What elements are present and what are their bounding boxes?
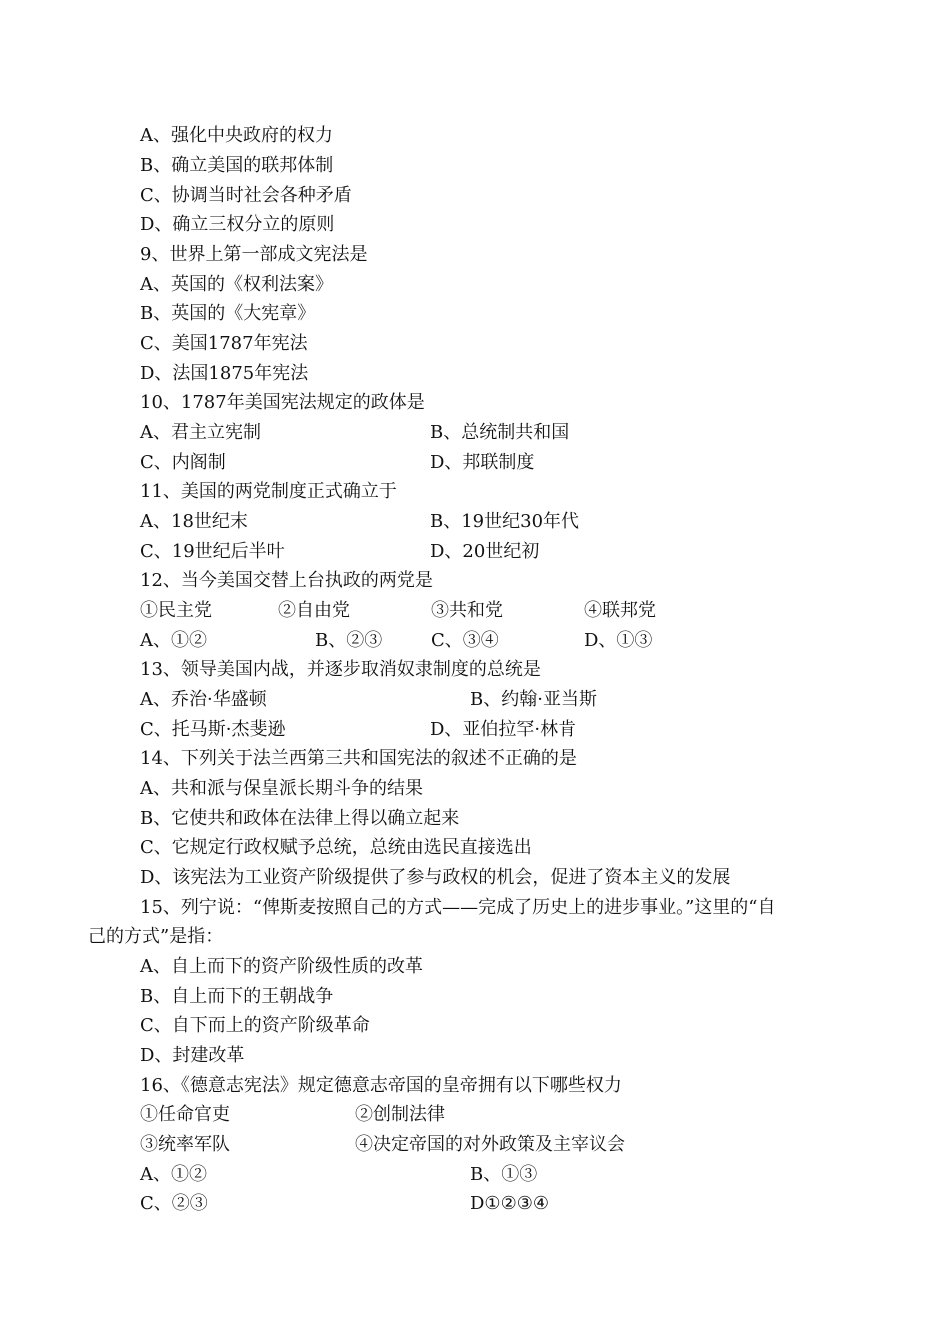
q12-option-d: D、①③ xyxy=(584,630,653,651)
q14-stem: 14、下列关于法兰西第三共和国宪法的叙述不正确的是 xyxy=(140,748,577,769)
q12-stem: 12、当今美国交替上台执政的两党是 xyxy=(140,570,433,591)
q11-option-b: B、19世纪30年代 xyxy=(430,511,580,532)
q13-option-b: B、约翰·亚当斯 xyxy=(470,689,597,710)
q10-option-b: B、总统制共和国 xyxy=(430,422,570,443)
q12-item-3: ③共和党 xyxy=(431,600,503,621)
q14-option-b: B、它使共和政体在法律上得以确立起来 xyxy=(140,808,460,829)
q16-item-3: ③统率军队 xyxy=(140,1134,230,1155)
q8-option-a: A、强化中央政府的权力 xyxy=(140,125,333,146)
q11-option-c: C、19世纪后半叶 xyxy=(140,541,285,562)
q14-option-d: D、该宪法为工业资产阶级提供了参与政权的机会，促进了资本主义的发展 xyxy=(140,867,731,888)
q11-option-a: A、18世纪末 xyxy=(140,511,248,532)
q15-stem-line1: 15、列宁说：“俾斯麦按照自己的方式——完成了历史上的进步事业。”这里的“自 xyxy=(140,897,776,918)
q15-option-d: D、封建改革 xyxy=(140,1045,245,1066)
q10-option-a: A、君主立宪制 xyxy=(140,422,261,443)
q8-option-b: B、确立美国的联邦体制 xyxy=(140,155,334,176)
q10-stem: 10、1787年美国宪法规定的政体是 xyxy=(140,392,425,413)
q10-option-c: C、内阁制 xyxy=(140,452,226,473)
q8-option-c: C、协调当时社会各种矛盾 xyxy=(140,185,352,206)
q13-option-a: A、乔治·华盛顿 xyxy=(140,689,267,710)
q16-item-4: ④决定帝国的对外政策及主宰议会 xyxy=(355,1134,625,1155)
q15-option-c: C、自下而上的资产阶级革命 xyxy=(140,1015,370,1036)
q15-stem-line2: 己的方式”是指： xyxy=(88,926,224,947)
q13-option-c: C、托马斯·杰斐逊 xyxy=(140,719,286,740)
q13-stem: 13、领导美国内战，并逐步取消奴隶制度的总统是 xyxy=(140,659,541,680)
q16-stem: 16、《德意志宪法》规定德意志帝国的皇帝拥有以下哪些权力 xyxy=(140,1075,622,1096)
q14-option-c: C、它规定行政权赋予总统，总统由选民直接选出 xyxy=(140,837,532,858)
q16-item-1: ①任命官吏 xyxy=(140,1104,230,1125)
q11-option-d: D、20世纪初 xyxy=(430,541,540,562)
q15-option-a: A、自上而下的资产阶级性质的改革 xyxy=(140,956,423,977)
q16-option-a: A、①② xyxy=(140,1164,207,1185)
q12-option-a: A、①② xyxy=(140,630,207,651)
q12-option-c: C、③④ xyxy=(431,630,499,651)
q15-option-b: B、自上而下的王朝战争 xyxy=(140,986,334,1007)
q9-option-a: A、英国的《权利法案》 xyxy=(140,274,333,295)
q11-stem: 11、美国的两党制度正式确立于 xyxy=(140,481,397,502)
q16-option-c: C、②③ xyxy=(140,1193,208,1214)
q12-item-2: ②自由党 xyxy=(278,600,350,621)
q9-option-b: B、英国的《大宪章》 xyxy=(140,303,316,324)
q10-option-d: D、邦联制度 xyxy=(430,452,535,473)
q16-option-b: B、①③ xyxy=(470,1164,538,1185)
q9-option-c: C、美国1787年宪法 xyxy=(140,333,308,354)
q16-option-d: D①②③④ xyxy=(470,1193,549,1214)
q8-option-d: D、确立三权分立的原则 xyxy=(140,214,335,235)
q12-item-1: ①民主党 xyxy=(140,600,212,621)
q16-item-2: ②创制法律 xyxy=(355,1104,445,1125)
q12-item-4: ④联邦党 xyxy=(584,600,656,621)
q14-option-a: A、共和派与保皇派长期斗争的结果 xyxy=(140,778,423,799)
q9-option-d: D、法国1875年宪法 xyxy=(140,363,309,384)
q12-option-b: B、②③ xyxy=(315,630,383,651)
q9-stem: 9、世界上第一部成文宪法是 xyxy=(140,244,368,265)
q13-option-d: D、亚伯拉罕·林肯 xyxy=(430,719,577,740)
